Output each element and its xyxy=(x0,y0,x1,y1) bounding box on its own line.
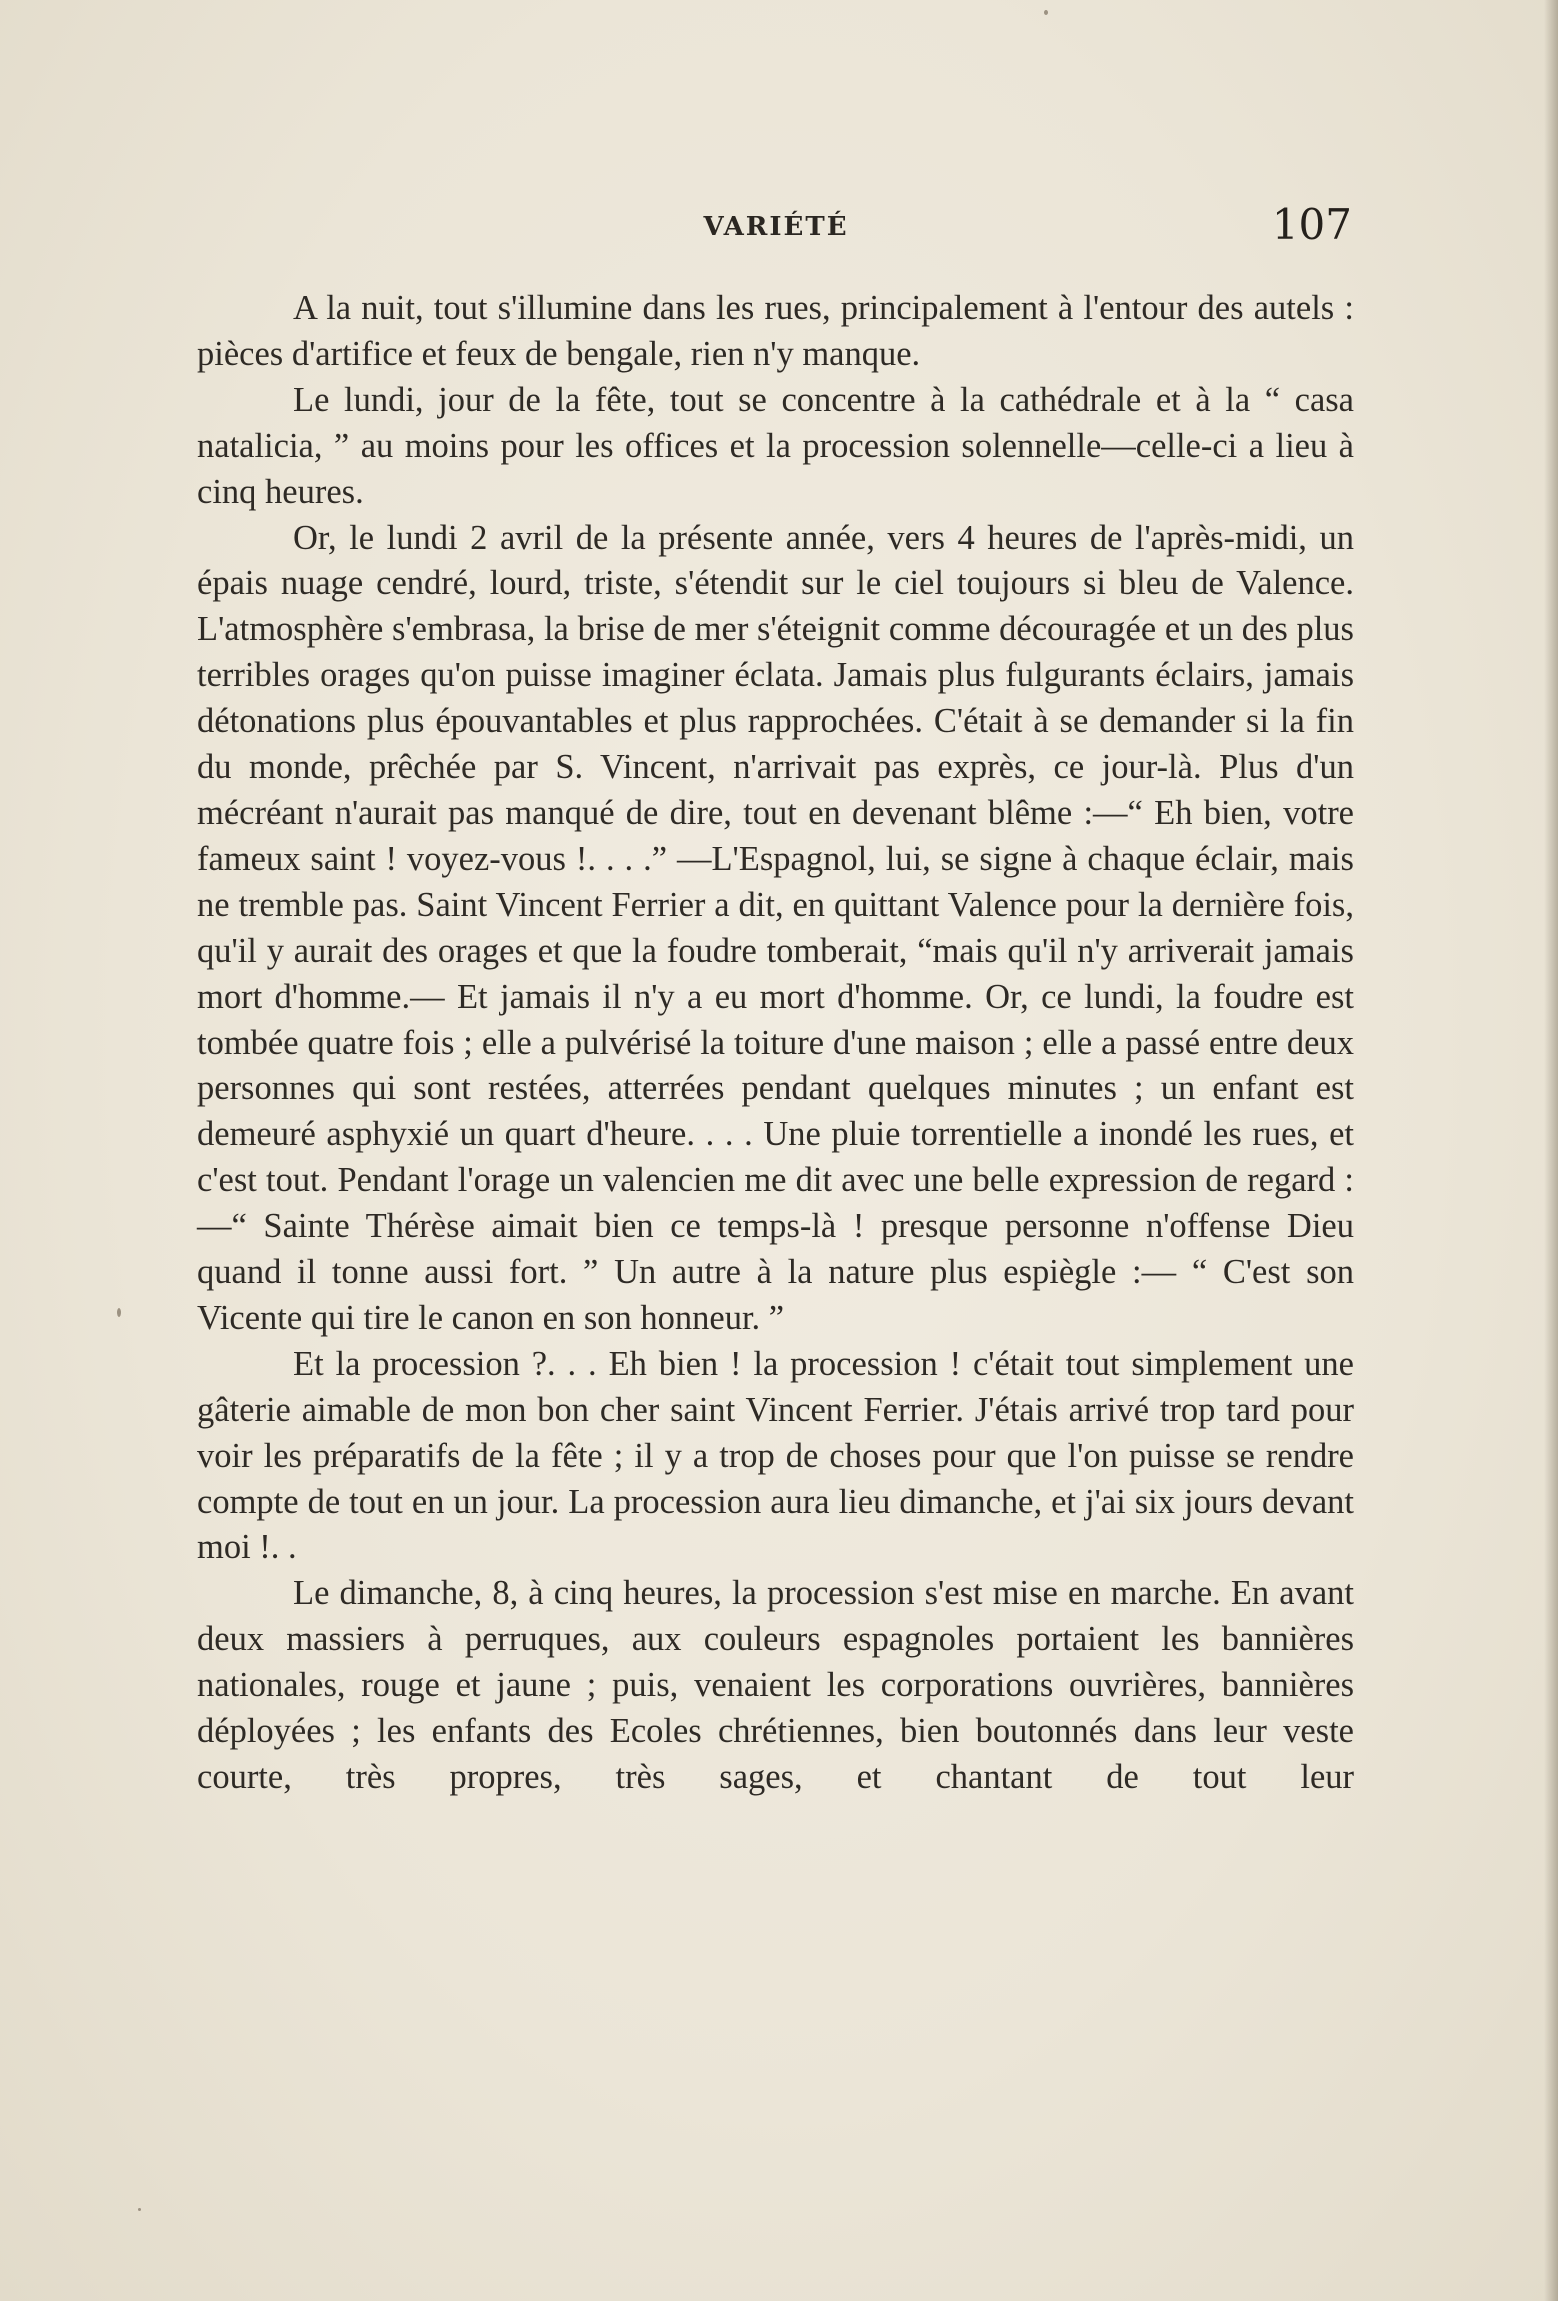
running-head xyxy=(200,200,1352,260)
paragraph-illumination: A la nuit, tout s'illumine dans les rues, principalement à l'entour des autels : pièces d'artifice et feux de bengale, rien n'y manque. xyxy=(197,289,1354,373)
paper-speck xyxy=(117,1308,121,1317)
paragraph-storm: Or, le lundi 2 avril de la présente année, vers 4 heures de l'après-midi, un épais nuage cendré, lourd, triste, s'étendit sur le ciel toujours si bleu de Valence. L'atmosphère s'embrasa, la brise de mer s'éteignit comme découragée et un des plus terribles orages qu'on puisse imaginer éclata. Jamais plus fulgurants éclairs, jamais détonations plus épouvantables et plus rapprochées. C'était à se demander si la fin du monde, prêchée par S. Vincent, n'arrivait pas exprès, ce jour-là. Plus d'un mécréant n'aurait pas manqué de dire, tout en devenant blême :—“ Eh bien, votre fameux saint ! voyez-vous !. . . .” —L'Espagnol, lui, se signe à chaque éclair, mais ne tremble pas. Saint Vincent Ferrier a dit, en quittant Valence pour la dernière fois, qu'il y aurait des orages et que la foudre tomberait, “mais qu'il n'y arriverait jamais mort d'homme.— Et jamais il n'y a eu mort d'homme. Or, ce lundi, la foudre est tombée quatre fois ; elle a pulvérisé la toiture d'une maison ; elle a passé entre deux personnes qui sont restées, atterrées pendant quelques minutes ; un enfant est demeuré asphyxié un quart d'heure. . . . Une pluie torrentielle a inondé les rues, et c'est tout. Pendant l'orage un valencien me dit avec une belle expression de regard :—“ Sainte Thérèse aimait bien ce temps-là ! presque personne n'offense Dieu quand il tonne aussi fort. ” Un autre à la nature plus espiègle :— “ C'est son Vicente qui tire le canon en son honneur. ” xyxy=(197,518,1354,1337)
paper-speck xyxy=(1044,10,1048,15)
paragraph-sunday-procession: Le dimanche, 8, à cinq heures, la procession s'est mise en marche. En avant deux massiers à perruques, aux couleurs espagnoles portaient les bannières nationales, rouge et jaune ; puis, venaient les corporations ouvrières, bannières déployées ; les enfants des Ecoles chrétiennes, bien boutonnés dans leur veste courte, très propres, très sages, et chantant de tout leur xyxy=(197,1574,1354,1796)
body-text xyxy=(197,286,1354,1801)
paragraph-procession-question: Et la procession ?. . . Eh bien ! la procession ! c'était tout simplement une gâterie aimable de mon bon cher saint Vincent Ferrier. J'étais arrivé trop tard pour voir les préparatifs de la fête ; il y a trop de choses pour que l'on puisse se rendre compte de tout en un jour. La procession aura lieu dimanche, et j'ai six jours devant moi !. . xyxy=(197,1344,1354,1567)
page-number: 107 xyxy=(1271,200,1352,249)
paragraph-monday-feast: Le lundi, jour de la fête, tout se concentre à la cathédrale et à la “ casa natalicia, ” au moins pour les offices et la procession solennelle—celle-ci a lieu à cinq heures. xyxy=(197,380,1354,511)
running-head-title: VARIÉTÉ xyxy=(703,212,849,242)
page-edge-shadow xyxy=(1544,0,1558,2301)
paper-speck xyxy=(138,2208,141,2211)
